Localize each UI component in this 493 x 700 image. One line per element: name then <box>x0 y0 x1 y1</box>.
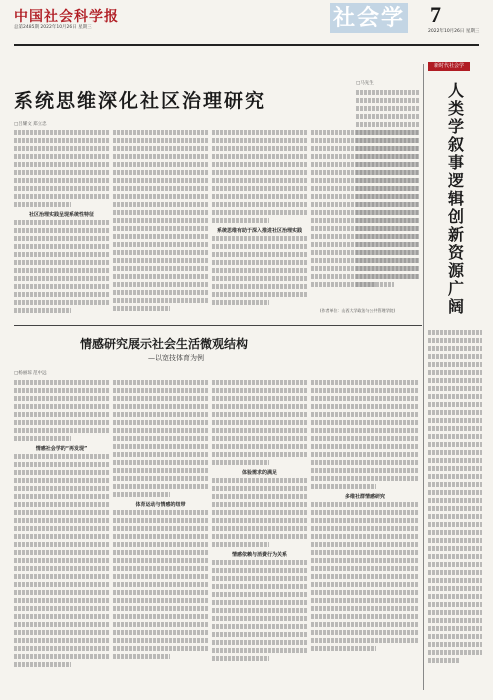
right-title-char: 阔 <box>447 297 464 316</box>
column-divider <box>423 64 424 690</box>
section-name: 社会学 <box>330 3 408 33</box>
right-title-char: 创 <box>447 207 464 226</box>
right-title-char: 广 <box>447 279 464 298</box>
right-column-body <box>428 330 482 680</box>
second-subhead-5: 多维社群情感研究 <box>344 494 385 500</box>
second-article-byline: □杨丽琼 范中远 <box>14 371 47 376</box>
column-tag: 新时代社会学 <box>428 62 470 71</box>
right-title-char: 新 <box>447 225 464 244</box>
page-number: 7 <box>430 2 441 27</box>
right-title-char: 逻 <box>447 171 464 190</box>
right-article-title <box>428 82 484 316</box>
lead-author-note: (作者单位：山西大学政治与公共管理学院) <box>320 308 396 313</box>
right-title-char: 辑 <box>447 189 464 208</box>
second-subhead-3: 体验需求的满足 <box>241 470 277 476</box>
second-column-4 <box>311 380 419 690</box>
right-title-char: 叙 <box>447 135 464 154</box>
issue-date: 2022年10月26日 星期三 <box>428 29 480 34</box>
right-title-char: 类 <box>447 99 464 118</box>
right-column-body-2 <box>356 90 420 300</box>
masthead-rule <box>14 44 479 46</box>
right-article-byline: □马先生 <box>356 81 374 86</box>
right-title-char: 人 <box>447 81 464 100</box>
masthead <box>0 0 493 44</box>
second-column-2 <box>113 380 208 690</box>
right-title-char: 资 <box>447 243 464 262</box>
right-title-char: 事 <box>447 153 464 172</box>
second-subhead-2: 体育运动与情感的纽带 <box>135 502 186 508</box>
lead-subhead-2: 系统思维有助于深入推进社区治理实践 <box>216 228 302 234</box>
lead-subhead-1: 社区治理实践呈现系统性特征 <box>28 212 94 218</box>
article-divider <box>14 325 422 326</box>
lead-column-1 <box>14 130 109 320</box>
second-column-3 <box>212 380 307 690</box>
second-subhead-1: 情感社会学的“再发现” <box>35 446 88 452</box>
second-column-1 <box>14 380 109 690</box>
second-article-title: 情感研究展示社会生活微观结构 <box>80 337 249 351</box>
right-title-char: 学 <box>447 117 464 136</box>
second-subhead-4: 情感依赖与消费行为关系 <box>231 552 287 558</box>
lead-column-3 <box>212 130 307 320</box>
lead-article-byline: □吕耀文 郑立忠 <box>14 122 47 127</box>
lead-article-title: 系统思维深化社区治理研究 <box>14 90 267 112</box>
right-title-char: 源 <box>447 261 464 280</box>
second-article-subtitle: —以宽技体育为例 <box>148 354 204 362</box>
lead-column-2 <box>113 130 208 320</box>
newspaper-logo: 中国社会科学报 <box>14 9 119 25</box>
masthead-meta: 总第2485期 2022年10月26日 星期三 <box>14 25 92 30</box>
